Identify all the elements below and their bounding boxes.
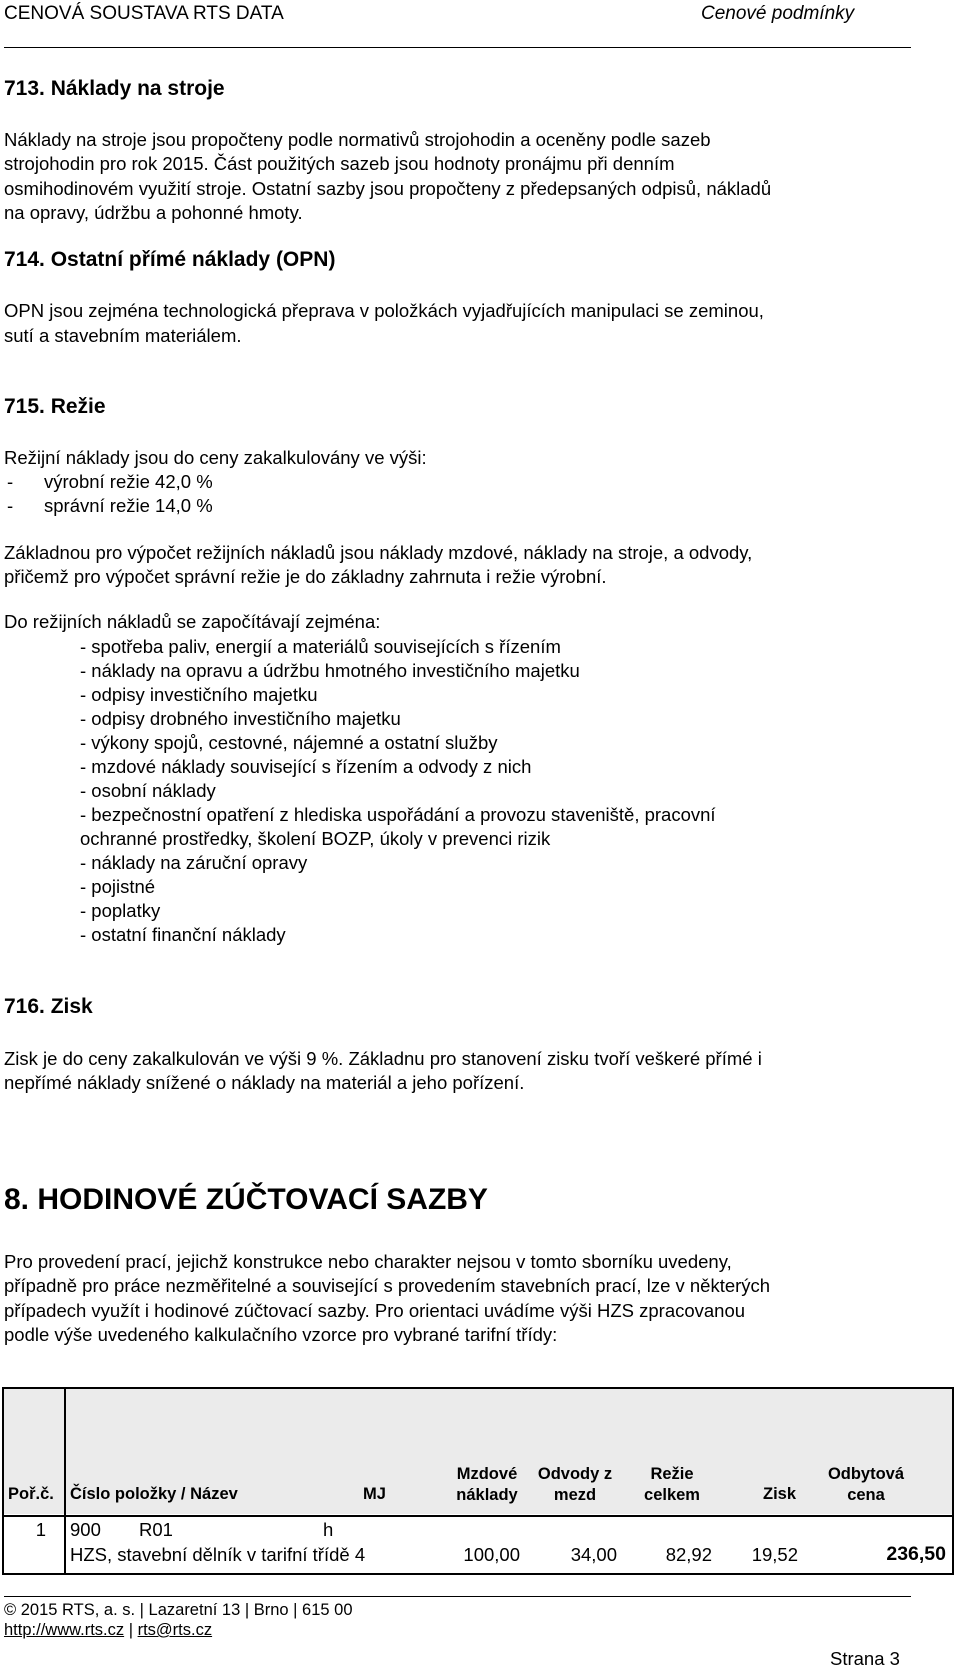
table-border-top	[2, 1387, 954, 1389]
page-number: Strana 3	[830, 1648, 900, 1669]
th-cena-l2: cena	[847, 1486, 885, 1504]
th-cena	[810, 1464, 922, 1506]
paragraph-line: Pro provedení prací, jejichž konstrukce nebo charakter nejsou v tomto sborníku uvedeny,	[4, 1251, 732, 1272]
website-link[interactable]: http://www.rts.cz	[4, 1621, 125, 1639]
footer-address: © 2015 RTS, a. s. | Lazaretní 13 | Brno | 615 00	[4, 1601, 353, 1619]
th-odvody	[527, 1464, 623, 1506]
rate-item	[4, 494, 213, 518]
rate-text: správní režie 14,0 %	[44, 495, 213, 516]
footer-divider	[4, 1596, 911, 1597]
footer-links	[4, 1621, 212, 1640]
th-por: Poř.č.	[8, 1485, 54, 1503]
paragraph-line: podle výše uvedeného kalkulačního vzorce pro vybrané tarifní třídy:	[4, 1324, 558, 1345]
td-mzdove: 100,00	[463, 1544, 520, 1565]
td-odvody: 34,00	[570, 1544, 617, 1565]
table-header-rule	[2, 1515, 954, 1517]
td-zisk: 19,52	[751, 1544, 798, 1565]
paragraph-line: přičemž pro výpočet správní režie je do základny zahrnuta i režie výrobní.	[4, 566, 607, 587]
overhead-item: - spotřeba paliv, energií a materiálů souvisejících s řízením	[80, 636, 561, 657]
paragraph-line: Zisk je do ceny zakalkulován ve výši 9 %. Základnu pro stanovení zisku tvoří veškeré přímé i	[4, 1048, 762, 1069]
paragraph-line: sutí a stavebním materiálem.	[4, 325, 242, 346]
th-rezie-l2: celkem	[644, 1486, 700, 1504]
td-mj: h	[323, 1519, 334, 1540]
overhead-item: - osobní náklady	[80, 780, 216, 801]
paragraph-line: OPN jsou zejména technologická přeprava v položkách vyjadřujících manipulaci se zeminou,	[4, 300, 764, 321]
td-code2: R01	[139, 1519, 173, 1540]
th-cena-l1: Odbytová	[827, 1465, 905, 1483]
document-header-title: CENOVÁ SOUSTAVA RTS DATA	[4, 3, 284, 24]
table-column-rule	[64, 1387, 66, 1575]
rate-item	[4, 470, 213, 494]
paragraph-line: Základnou pro výpočet režijních nákladů jsou náklady mzdové, náklady na stroje, a odvody,	[4, 542, 753, 563]
td-rezie: 82,92	[665, 1544, 712, 1565]
overhead-item: - náklady na záruční opravy	[80, 852, 308, 873]
heading-715: 715. Režie	[4, 395, 106, 418]
table-border-left	[2, 1387, 4, 1575]
paragraph-line: osmihodinovém využití stroje. Ostatní sazby jsou propočteny z předepsaných odpisů, nákladů	[4, 178, 772, 199]
paragraph-line: na opravy, údržbu a pohonné hmoty.	[4, 202, 303, 223]
th-mj: MJ	[363, 1485, 386, 1503]
hzs-table	[2, 1387, 954, 1575]
heading-8: 8. HODINOVÉ ZÚČTOVACÍ SAZBY	[4, 1183, 488, 1216]
overhead-item: ochranné prostředky, školení BOZP, úkoly v prevenci rizik	[80, 828, 551, 849]
paragraph-line: strojohodin pro rok 2015. Část použitých sazeb jsou hodnoty pronájmu při denním	[4, 153, 675, 174]
header-divider	[4, 47, 911, 48]
td-name: HZS, stavební dělník v tarifní třídě 4	[70, 1544, 366, 1565]
th-rezie-l1: Režie	[650, 1465, 694, 1483]
rate-text: výrobní režie 42,0 %	[44, 471, 213, 492]
td-por: 1	[35, 1519, 46, 1540]
email-link[interactable]: rts@rts.cz	[137, 1621, 213, 1639]
overhead-item: - bezpečnostní opatření z hlediska uspořádání a provozu staveniště, pracovní	[80, 804, 716, 825]
th-mzdove-l1: Mzdové	[456, 1465, 518, 1483]
paragraph-line: případně pro práce nezměřitelné a související s provedením stavebních prací, lze v některých	[4, 1275, 771, 1296]
td-cena: 236,50	[886, 1543, 946, 1565]
overhead-item: - odpisy investičního majetku	[80, 684, 318, 705]
table-border-right	[952, 1387, 954, 1575]
paragraph-line: Náklady na stroje jsou propočteny podle normativů strojohodin a oceněny podle sazeb	[4, 129, 711, 150]
paragraph-line: nepřímé náklady snížené o náklady na materiál a jeho pořízení.	[4, 1072, 525, 1093]
paragraph-line: případech využít i hodinové zúčtovací sazby. Pro orientaci uvádíme výši HZS zpracovanou	[4, 1300, 746, 1321]
th-cislo: Číslo položky / Název	[70, 1485, 238, 1503]
th-odvody-l1: Odvody z	[537, 1465, 613, 1483]
overhead-item: - poplatky	[80, 900, 161, 921]
th-mzdove-l2: náklady	[456, 1486, 518, 1504]
overhead-item: - náklady na opravu a údržbu hmotného investičního majetku	[80, 660, 580, 681]
th-rezie	[632, 1464, 712, 1506]
th-mzdove	[439, 1464, 535, 1506]
table-border-bottom	[2, 1573, 954, 1575]
overhead-item: - ostatní finanční náklady	[80, 924, 286, 945]
td-code: 900	[70, 1519, 101, 1540]
dash: -	[7, 495, 14, 516]
heading-714: 714. Ostatní přímé náklady (OPN)	[4, 248, 336, 271]
footer-separator: |	[128, 1621, 133, 1639]
th-odvody-l2: mezd	[553, 1486, 597, 1504]
overhead-item: - pojistné	[80, 876, 156, 897]
heading-713: 713. Náklady na stroje	[4, 77, 225, 100]
overhead-item: - výkony spojů, cestovné, nájemné a ostatní služby	[80, 732, 498, 753]
overhead-item: - odpisy drobného investičního majetku	[80, 708, 401, 729]
overhead-item: - mzdové náklady související s řízením a odvody z nich	[80, 756, 532, 777]
dash: -	[7, 471, 14, 492]
heading-716: 716. Zisk	[4, 995, 93, 1018]
document-header-section: Cenové podmínky	[701, 3, 855, 24]
paragraph-line: Do režijních nákladů se započítávají zejména:	[4, 611, 381, 632]
paragraph-line: Režijní náklady jsou do ceny zakalkulovány ve výši:	[4, 447, 427, 468]
th-zisk: Zisk	[763, 1485, 797, 1503]
